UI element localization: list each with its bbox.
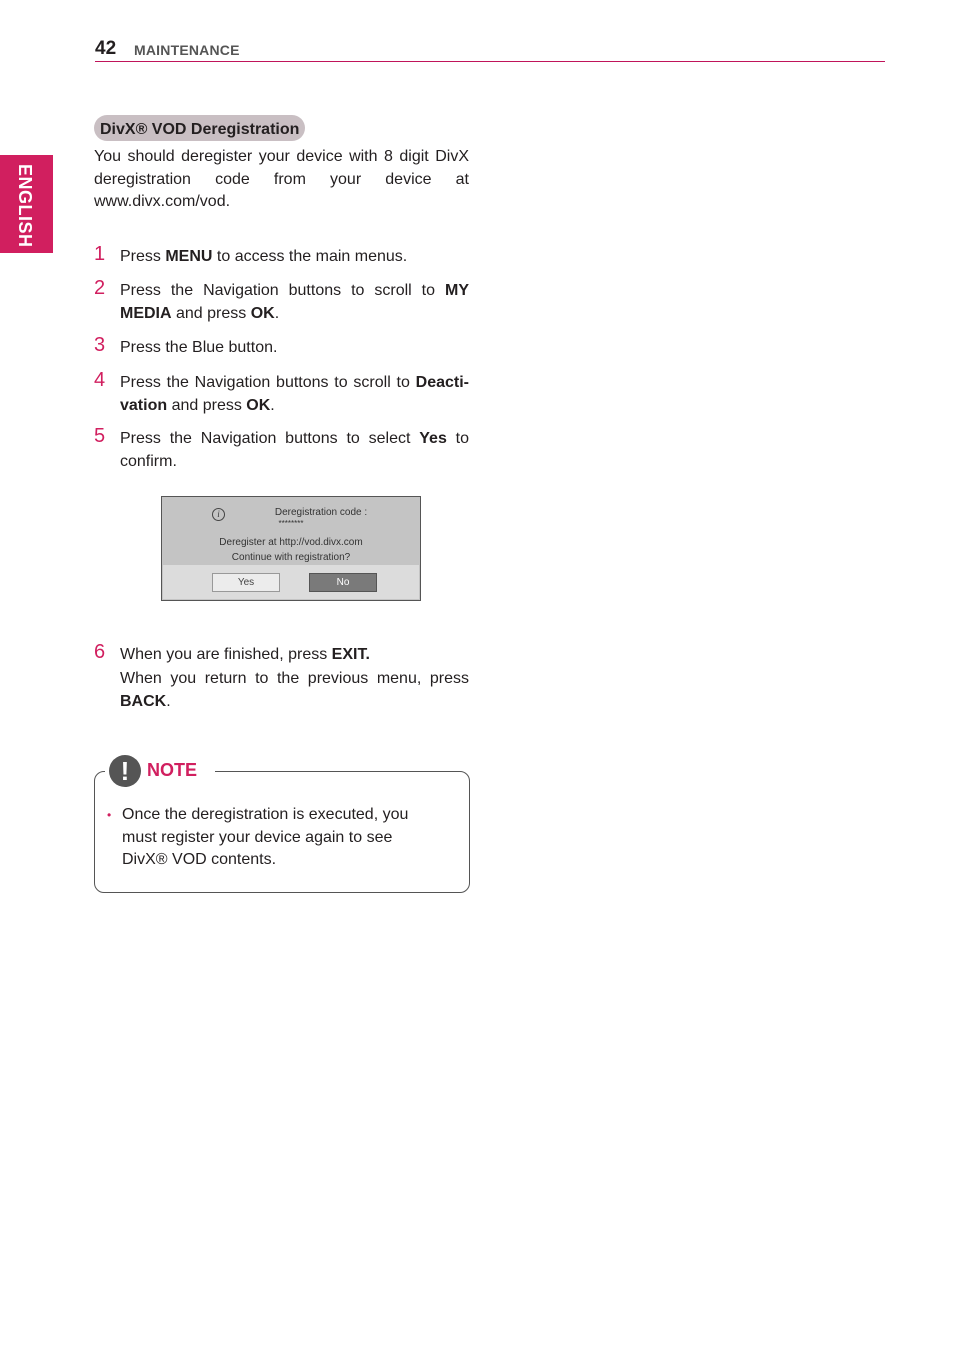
step-number: 1 [94,243,106,265]
dialog-code-value: ******** [278,519,304,528]
step-5 [94,425,469,473]
exclamation-icon: ! [109,755,141,787]
step-6 [94,641,469,667]
step-number: 6 [94,641,106,663]
note-title: NOTE [147,760,198,780]
note-bullet: • [107,808,112,822]
step-number: 3 [94,334,106,356]
dialog-url-line: Deregister at http://vod.divx.com [219,537,363,548]
note-text: Once the deregistration is executed, you must register your device again to see DivX® VOD contents. [122,806,409,868]
page-number: 42 [95,38,117,59]
step-2 [94,277,469,325]
dialog-question: Continue with registration? [231,552,351,563]
step-number: 2 [94,277,106,299]
step-4 [94,369,469,417]
no-button[interactable]: No [309,573,377,592]
step-3 [94,334,469,360]
step-text: Press the Navigation buttons to scroll to MY MEDIA and press OK. [120,282,469,322]
step-text: Press the Navigation buttons to scroll to Deacti-vation and press OK. [120,374,469,414]
deregistration-dialog [161,496,421,601]
step-number: 4 [94,369,106,391]
info-icon: i [212,508,225,521]
step-number: 5 [94,425,106,447]
step-text: When you are finished, press EXIT. [120,646,370,663]
step-text: Press MENU to access the main menus. [120,248,408,265]
step-1 [94,243,469,269]
language-tab-label: ENGLISH [15,164,35,248]
step-text: Press the Blue button. [120,339,278,356]
dialog-code-label: Deregistration code : [274,507,368,518]
section-heading: DivX® VOD Deregistration [94,115,305,141]
step-text: Press the Navigation buttons to select Yes to confirm. [120,430,469,470]
dialog-button-row [163,565,419,599]
step-6-followup: When you return to the previous menu, press BACK. [120,670,469,710]
section-title: MAINTENANCE [134,42,240,58]
yes-button[interactable]: Yes [212,573,280,592]
header-rule [95,61,885,62]
intro-paragraph: You should deregister your device with 8 digit DivX deregistration code from your device at www.divx.com/vod. [94,148,469,210]
language-tab [0,155,53,253]
